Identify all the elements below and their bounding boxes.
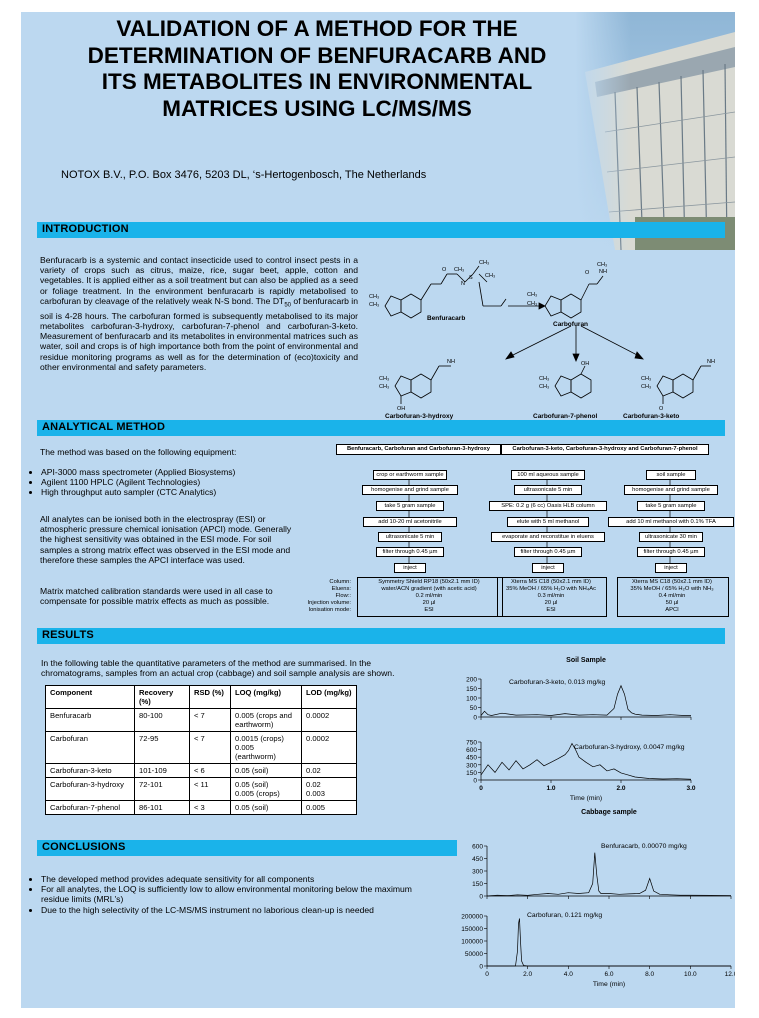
y-tick-label: 100 [466,695,477,703]
flow-step: filter through 0.45 µm [376,547,444,557]
flow-step: take 5 gram sample [376,501,444,511]
y-tick-label: 0 [479,963,483,971]
condition-value: water/ACN gradient (with acetic acid) [381,585,477,592]
y-tick-label: 750 [466,739,477,747]
conclusions-list [27,874,431,915]
atom-o-2: O [585,270,590,276]
x-tick-label: 0 [479,785,483,792]
table-row: Benfuracarb 80-100 < 7 0.005 (crops and earthworm) 0.0002 [46,709,357,732]
col-loq: LOQ (mg/kg) [231,686,302,709]
condition-value: 35% MeOH / 65% H₂O with NH₄Ac [506,585,596,592]
sample-prep-flowchart [21,12,735,632]
label-carbofuran-7-phenol: Carbofuran-7-phenol [533,413,598,420]
atom-ch3-1: CH₃ [454,267,465,273]
y-tick-label: 150 [466,769,477,777]
y-tick-label: 50 [469,705,477,712]
y-tick-label: 0 [473,777,477,785]
y-tick-label: 50000 [464,951,483,958]
atom-ch3-4: CH₃ [369,294,380,300]
flow-step: inject [532,563,564,573]
series-label: Carbofuran-3-hydroxy, 0.0047 mg/kg [574,744,685,751]
table-row: Carbofuran-3-hydroxy 72-101 < 11 0.05 (soil) 0.005 (crops) 0.02 0.003 [46,778,357,801]
results-title: RESULTS [42,629,94,641]
conditions-text [357,579,501,614]
affiliation: NOTOX B.V., P.O. Box 3476, 5203 DL, ‘s-Hertogenbosch, The Netherlands [61,169,427,181]
atom-nh-3: NH [707,359,715,365]
method-ionisation-text: All analytes can be ionised both in the electrospray (ESI) or atmospheric pressure chemical ionisation (APCI) mode. Generally the highest sensitivity was obtained in the ESI mode. For soil samples a strong matrix effect was observed in the ESI mode and therefore these samples the APCI interface was used. [40,514,292,565]
atom-o-3: O [659,406,664,412]
conclusions-title: CONCLUSIONS [42,841,126,853]
series-label: Carbofuran, 0.121 mg/kg [527,912,603,919]
dt-subscript: 50 [284,302,291,309]
col-lod: LOD (mg/kg) [302,686,357,709]
results-intro: In the following table the quantitative parameters of the method are summarised. In the chromatograms, samples from an actual crop (cabbage) and soil sample analysis are shown. [41,658,395,679]
analytical-method-title: ANALYTICAL METHOD [42,421,166,433]
atom-oh-2: OH [581,361,590,367]
condition-value: 0.2 ml/min [415,592,443,599]
chart-title: Soil Sample [566,657,606,664]
conclusion-item: • Due to the high selectivity of the LC-MS/MS instrument no laborious clean-up is needed [41,905,431,915]
atom-ch3-12: CH₃ [539,384,550,390]
atom-ch3-11: CH₃ [539,376,550,382]
x-tick-label: 6.0 [604,971,614,978]
condition-label: Injection volume: [307,599,351,606]
flow-step: filter through 0.45 µm [637,547,705,557]
flow-step: homogenise and grind sample [362,485,458,495]
y-tick-label: 150000 [461,926,483,933]
condition-value: 0.3 ml/min [537,592,565,599]
x-tick-label: 4.0 [563,971,573,978]
condition-label: Flow:: [335,592,351,599]
method-intro: The method was based on the following equipment: [40,447,237,457]
x-tick-label: 3.0 [686,785,696,792]
table-row: Carbofuran-3-keto 101-109 < 6 0.05 (soil) 0.02 [46,764,357,778]
x-axis-title: Time (min) [569,795,603,802]
y-tick-label: 0 [473,714,477,722]
introduction-text: Benfuracarb is a systemic and contact insecticide used to control insect pests in a variety of crops such as citrus, maize, rice, sugar beet, apple, cotton and vegetables. It is applied either as a soil treatment but can also be applied as a seed or foliage treatment. In the environment benfuracarb is rapidly metabolised to carbofuran by cleavage of the relatively weak N-S bond. The $DT_{50}$ of benfuracarb in soil is 4-28 hours. The carbofuran formed is subsequently metabolised to its major metabolites carbofuran-3-hydroxy, carbofuran-7-phenol and carbofuran-3-keto. Measurement of benfuracarb and its metabolites in environmental matrices such as water, soil and crops is of high importance both from the point of environmental and residue monitoring programs as well as for the determination of (eco)toxicity and other environmental and safety parameters. [40,255,358,372]
label-benfuracarb: Benfuracarb [427,315,466,322]
conclusions-header [37,840,457,856]
condition-value: 0.4 ml/min [658,592,686,599]
introduction-title: INTRODUCTION [42,223,129,235]
condition-value: ESI [424,606,434,613]
method-matrix-text: Matrix matched calibration standards were used in all case to compensate for possible matrix effects as much as possible. [40,586,273,607]
atom-s: S [469,275,473,281]
atom-ch3-3: CH₃ [485,273,496,279]
condition-value: 50 µl [665,599,679,606]
x-tick-label: 2.0 [523,971,533,978]
col-rsd: RSD (%) [190,686,231,709]
title-line-1: VALIDATION OF A METHOD FOR THE [116,16,518,41]
flow-step: SPE: 0.2 g (6 cc) Oasis HLB column [489,501,607,511]
table-row: Carbofuran-7-phenol 86-101 < 3 0.05 (soil) 0.005 [46,801,357,815]
flow-step: crop or earthworm sample [373,470,447,480]
x-tick-label: 2.0 [616,785,626,792]
equipment-item: • High throughput auto sampler (CTC Analytics) [41,487,235,497]
y-tick-label: 600 [472,843,483,851]
y-tick-label: 600 [466,747,477,755]
results-table [45,685,357,815]
flow-header-left: Benfuracarb, Carbofuran and Carbofuran-3-hydroxy [336,444,501,455]
chart-title: Cabbage sample [581,809,637,816]
atom-ch3-9: CH₃ [379,376,390,382]
x-axis-title: Time (min) [592,981,626,988]
atom-ch3-2: CH₃ [479,260,490,266]
title-line-4: MATRICES USING LC/MS/MS [162,95,472,121]
condition-value: Xterra MS C18 (50x2.1 mm ID) [632,579,712,585]
flow-step: ultrasonicate 5 min [378,532,442,542]
y-tick-label: 450 [466,754,477,762]
atom-ch3-5: CH₃ [369,302,380,308]
flow-step: add 10 ml methanol with 0.1% TFA [608,517,734,527]
x-tick-label: 0 [485,971,489,978]
flow-step: homogenise and grind sample [624,485,718,495]
cabbage-chromatogram [421,804,738,1004]
atom-n: N [461,281,465,287]
condition-labels [291,579,351,614]
col-recovery: Recovery (%) [135,686,190,709]
flow-step: ultrasonicate 30 min [639,532,703,542]
equipment-item: • API-3000 mass spectrometer (Applied Biosystems) [41,467,235,477]
y-tick-label: 450 [472,856,483,863]
condition-value: 20 µl [544,599,558,606]
poster [21,12,738,1008]
y-tick-label: 300 [466,762,477,770]
atom-ch3-8: CH₃ [527,301,538,307]
title-line-2: DETERMINATION OF BENFURACARB AND [87,42,547,68]
atom-oh-1: OH [397,406,406,412]
atom-nh-1: NH [599,269,607,275]
series-line [487,853,731,896]
atom-ch3-6: CH₃ [597,262,608,268]
y-tick-label: 0 [479,893,483,901]
conclusion-item: • For all analytes, the LOQ is sufficiently low to allow environmental monitoring below the maximum residue limits (MRL's) [41,884,431,904]
col-component: Component [46,686,135,709]
flow-step: add 10-20 ml acetonitrile [363,517,457,527]
flow-step: filter through 0.45 µm [514,547,582,557]
atom-nh-2: NH [447,359,455,365]
flow-step: inject [394,563,426,573]
atom-ch3-13: CH₃ [641,376,652,382]
series-line [481,686,691,716]
label-carbofuran: Carbofuran [553,321,589,328]
x-tick-label: 12.0 [724,971,738,978]
x-tick-label: 1.0 [546,785,556,792]
series-line [487,919,731,967]
condition-value: ESI [546,606,556,613]
title-line-3: ITS METABOLITES IN ENVIRONMENTAL [101,69,533,94]
condition-label: Ionisation mode: [308,606,351,613]
label-carbofuran-3-hydroxy: Carbofuran-3-hydroxy [385,413,454,420]
x-tick-label: 10.0 [684,971,697,978]
flow-step: inject [655,563,687,573]
y-tick-label: 150 [466,686,477,693]
flow-step: soil sample [646,470,696,480]
conditions-text [497,579,605,614]
condition-value: 35% MeOH / 65% H₂O with NH₃ [630,585,714,592]
condition-value: Symmetry Shield RP18 (50x2.1 mm ID) [378,579,480,585]
flow-step: elute with 5 ml methanol [507,517,589,527]
y-tick-label: 200 [466,676,477,684]
flow-step: take 5 gram sample [637,501,705,511]
atom-ch3-10: CH₃ [379,384,390,390]
conclusion-item: • The developed method provides adequate sensitivity for all components [41,874,431,884]
y-tick-label: 150 [472,881,483,888]
y-tick-label: 300 [472,868,483,876]
condition-label: Eluens: [331,585,351,592]
x-tick-label: 8.0 [645,971,655,978]
label-carbofuran-3-keto: Carbofuran-3-keto [623,413,680,420]
atom-o-1: O [442,267,447,273]
flow-header-right: Carbofuran-3-keto, Carbofuran-3-hydroxy and Carbofuran-7-phenol [501,444,709,455]
soil-chromatogram [441,652,721,812]
series-label: Carbofuran-3-keto, 0.013 mg/kg [509,679,606,686]
conditions-text [617,579,727,614]
flow-step: ultrasonicate 5 min [514,485,582,495]
condition-label: Column: [329,579,351,585]
equipment-item: • Agilent 1100 HPLC (Agilent Technologies) [41,477,235,487]
y-tick-label: 200000 [461,913,483,921]
condition-value: 20 µl [422,599,436,606]
table-row: Carbofuran 72-95 < 7 0.0015 (crops) 0.005 (earthworm) 0.0002 [46,732,357,764]
atom-ch3-7: CH₃ [527,292,538,298]
results-header [37,628,725,644]
flow-step: evaporate and reconstitue in eluens [491,532,605,542]
condition-value: APCI [665,606,679,613]
flow-step: 100 ml aqueous sample [511,470,585,480]
atom-ch3-14: CH₃ [641,384,652,390]
y-tick-label: 100000 [461,938,483,946]
table-header-row [46,686,357,709]
condition-value: Xterra MS C18 (50x2.1 mm ID) [511,579,591,585]
series-label: Benfuracarb, 0.00070 mg/kg [601,843,687,850]
